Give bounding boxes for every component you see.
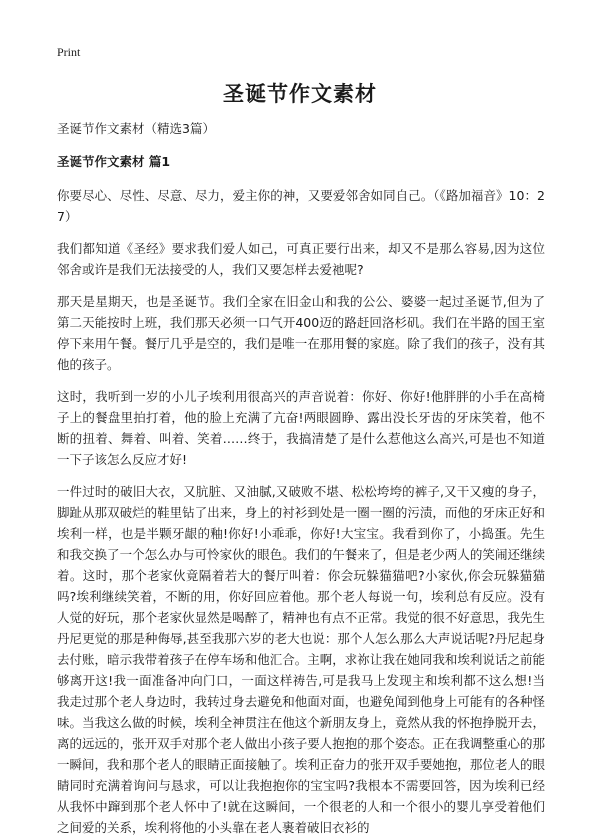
paragraph: 你要尽心、尽性、尽意、尽力，爱主你的神，又要爱邻舍如同自己。（《路加福音》10：27） (57, 188, 545, 224)
section-heading: 圣诞节作文素材 篇1 (57, 154, 171, 169)
paragraph: 那天是星期天，也是圣诞节。我们全家在旧金山和我的公公、婆婆一起过圣诞节,但为了第二天能按时上班，我们那天必须一口气开400迈的路赶回洛杉矶。我们在半路的国王室停下来用午餐。餐厅几乎是空的，我们是唯一在那用餐的家庭。除了我们的孩子，没有其他的孩子。 (57, 294, 545, 372)
paragraph: 我们都知道《圣经》要求我们爱人如己，可真正要行出来，却又不是那么容易,因为这位邻舍或许是我们无法接受的人，我们又要怎样去爱祂呢? (57, 241, 545, 277)
print-link[interactable]: Print (57, 45, 81, 59)
document-title: 圣诞节作文素材 (223, 82, 377, 106)
paragraph: 一件过时的破旧大衣，又肮脏、又油腻,又破败不堪、松松垮垮的裤子,又干又瘦的身子，脚趾从那双破烂的鞋里钻了出来，身上的衬衫到处是一圈一圈的污渍，而他的牙床正好和埃利一样，也是半颗牙龈的釉!你好!小乖乖，你好!大宝宝。我看到你了，小捣蛋。先生和我交换了一个怎么办与可怜家伙的眼色。我们的午餐来了，但是老少两人的笑闹还继续着。这时，那个老家伙竟隔着若大的餐厅叫着：你会玩躲猫猫吧?小家伙,你会玩躲猫猫吗?埃利继续笑着，不断的用，你好回应着他。那个老人每说一句，埃利总有反应。没有人觉的好玩，那个老家伙显然是喝醉了，精神也有点不正常。我觉的很不好意思，我先生丹尼更觉的那是种侮辱,甚至我那六岁的老大也说：那个人怎么那么大声说话呢?丹尼起身去付账，暗示我带着孩子在停车场和他汇合。主啊，求祢让我在她同我和埃利说话之前能够离开这!我一面准备冲向门口，一面这样祷告,可是我马上发现主和埃利都不这么想!当我走过那个老人身边时，我转过身去避免和他面对面，也避免闻到他身上可能有的各种怪味。当我这么做的时候，埃利全神贯注在他这个新朋友身上，竟然从我的怀抱挣脱开去，离的远远的，张开双手对那个老人做出小孩子要人抱抱的那个姿态。正在我调整重心的那一瞬间，我和那个老人的眼睛正面接触了。埃利正奋力的张开双手要她抱，那位老人的眼睛同时充满着询问与恳求，可以让我抱抱你的宝宝吗?我根本不需要回答，因为埃利已经从我怀中蹿到那个老人怀中了!就在这瞬间，一个很老的人和一个很小的婴儿享受着他们之间爱的关系，埃利将他的小头靠在老人裹着破旧衣衫的 (57, 484, 545, 835)
document-body (57, 120, 545, 838)
paragraph: 这时，我听到一岁的小儿子埃利用很高兴的声音说着：你好、你好!他胖胖的小手在高椅子上的餐盘里拍打着，他的脸上充满了亢奋!两眼圆睁、露出没长牙齿的牙床笑着，他不断的扭着、舞着、叫着、笑着……终于，我搞清楚了是什么惹他这么高兴,可是也不知道一下子该怎么反应才好! (57, 389, 545, 467)
document-subtitle: 圣诞节作文素材（精选3篇） (57, 121, 215, 136)
